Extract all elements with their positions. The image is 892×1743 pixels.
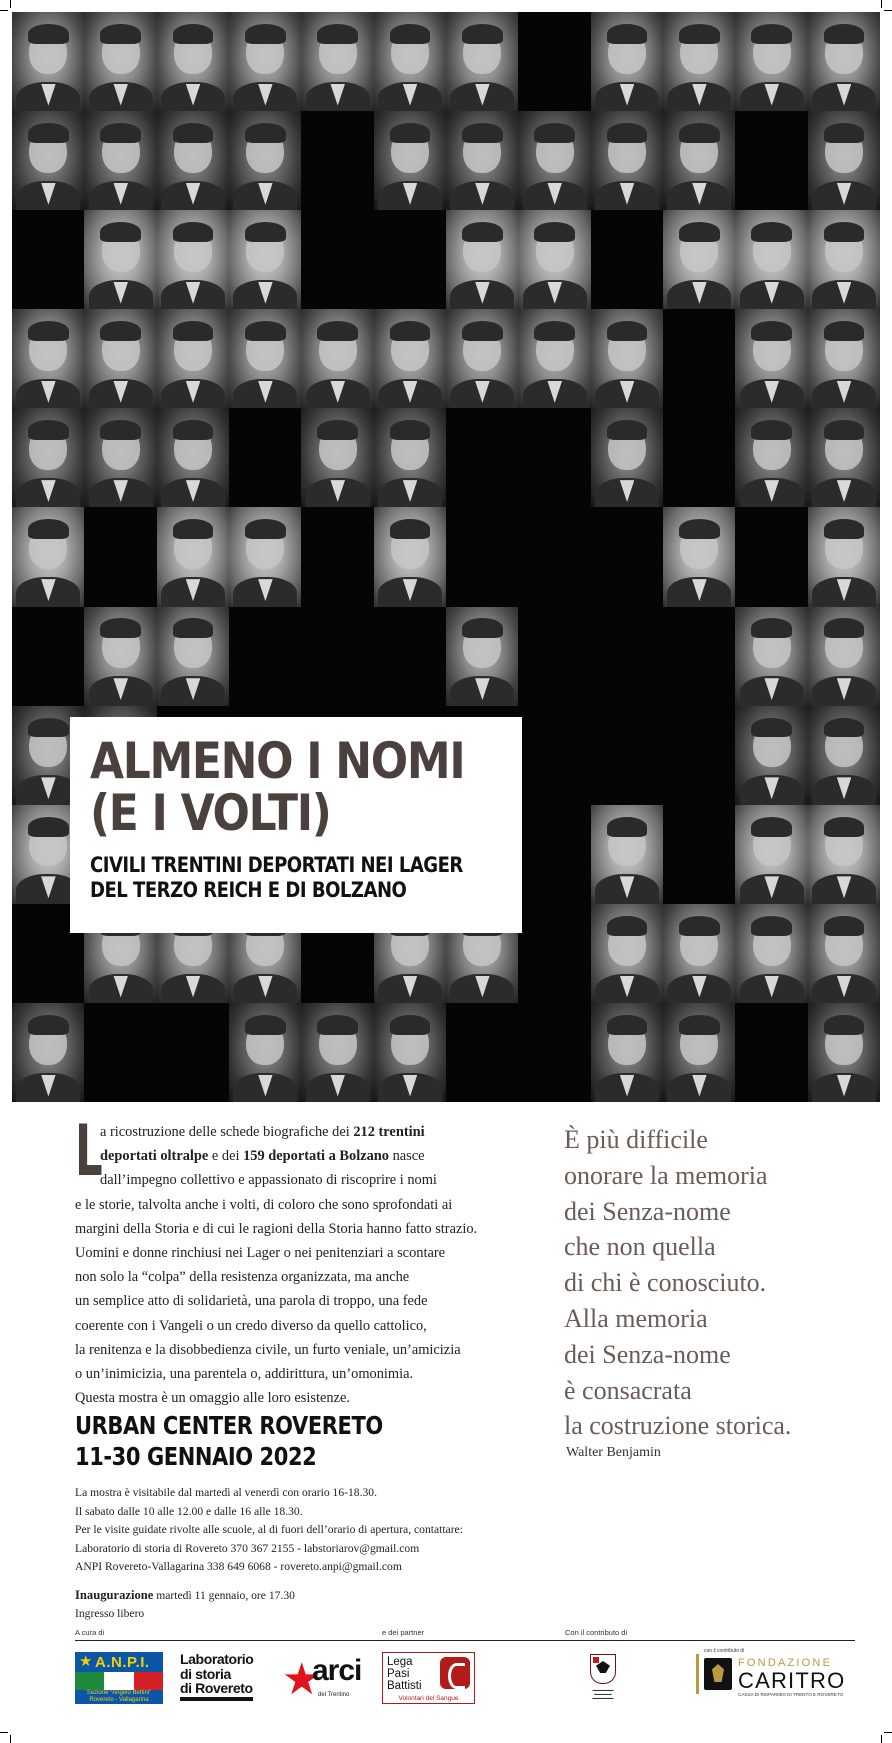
quote-line: onorare la memoria <box>564 1160 768 1190</box>
portrait-photo <box>663 12 736 112</box>
portrait-photo <box>301 408 374 508</box>
portrait-photo <box>157 607 230 707</box>
crest-fine-print: ▬▬▬▬▬▬ ▬▬▬▬▬ ▬▬▬▬▬▬ <box>592 1688 614 1700</box>
portrait-photo <box>12 507 85 607</box>
portrait-photo <box>591 309 664 409</box>
mosaic-blank <box>591 210 664 310</box>
crop-mark <box>884 1732 892 1733</box>
footer-rule <box>75 1640 855 1641</box>
portrait-photo <box>229 507 302 607</box>
venue-dates: 11-30 GENNAIO 2022 <box>75 1442 317 1471</box>
drop-emblem-icon <box>440 1657 470 1689</box>
portrait-photo <box>808 607 880 707</box>
portrait-photo <box>12 12 85 112</box>
mosaic-blank <box>518 904 591 1004</box>
mosaic-blank <box>301 507 374 607</box>
mosaic-blank <box>301 111 374 211</box>
portrait-photo <box>663 904 736 1004</box>
portrait-photo <box>735 904 808 1004</box>
intro-line: non solo la “colpa” della resistenza organizzata, ma anche <box>75 1269 410 1286</box>
mosaic-blank <box>518 805 591 905</box>
mosaic-blank <box>229 408 302 508</box>
portrait-photo <box>12 1003 85 1102</box>
mosaic-blank <box>301 210 374 310</box>
fondazione-caritro-logo <box>696 1648 846 1708</box>
exhibition-subtitle <box>90 853 463 903</box>
crop-mark <box>10 1735 11 1743</box>
title-line-2: (E I VOLTI) <box>90 784 331 842</box>
mosaic-blank <box>12 210 85 310</box>
portrait-photo <box>374 1003 447 1102</box>
portrait-photo <box>735 805 808 905</box>
portrait-photo <box>591 904 664 1004</box>
portrait-photo <box>84 309 157 409</box>
eagle-shield-icon <box>590 1654 616 1684</box>
portrait-photo <box>591 12 664 112</box>
lab-logo-line: di storia <box>180 1665 231 1682</box>
mosaic-blank <box>518 1003 591 1102</box>
contact-anpi: ANPI Rovereto-Vallagarina 338 649 6068 - rovereto.anpi@gmail.com <box>75 1560 402 1573</box>
intro-line: e le storie, talvolta anche i volti, di coloro che sono sprofondati ai <box>75 1196 453 1213</box>
portrait-photo <box>735 309 808 409</box>
mosaic-blank <box>157 1003 230 1102</box>
intro-line: Questa mostra è un omaggio alle loro esistenze. <box>75 1390 350 1407</box>
inauguration-text: martedì 11 gennaio, ore 17.30 <box>153 1588 295 1602</box>
venue-heading <box>75 1410 383 1472</box>
caritro-name: CARITRO <box>738 1668 846 1693</box>
partners-label: e dei partner <box>382 1628 425 1637</box>
intro-emphasis: 159 deportati a Bolzano <box>243 1148 389 1165</box>
arci-sub: del Trentino <box>318 1692 350 1698</box>
portrait-photo <box>157 210 230 310</box>
portrait-mosaic <box>12 12 880 1102</box>
portrait-photo <box>663 507 736 607</box>
curated-by-label: A cura di <box>75 1628 105 1637</box>
quote-line: la costruzione storica. <box>564 1411 792 1441</box>
portrait-photo <box>808 706 880 806</box>
mosaic-blank <box>446 1003 519 1102</box>
anpi-name: A.N.P.I. <box>95 1654 150 1671</box>
title-line-1: ALMENO I NOMI <box>90 732 465 790</box>
portrait-photo <box>808 507 880 607</box>
portrait-photo <box>808 805 880 905</box>
portrait-photo <box>518 210 591 310</box>
mosaic-blank <box>446 408 519 508</box>
entry-note: Ingresso libero <box>75 1607 145 1620</box>
portrait-photo <box>84 111 157 211</box>
intro-line: coerente con i Vangeli o un credo diverso da quello cattolico, <box>75 1317 427 1334</box>
portrait-photo <box>157 408 230 508</box>
mosaic-blank <box>735 507 808 607</box>
portrait-photo <box>374 507 447 607</box>
portrait-photo <box>301 1003 374 1102</box>
intro-line: o un’inimicizia, una parentela o, addirittura, un’omonimia. <box>75 1366 414 1383</box>
caritro-emblem-icon <box>704 1658 732 1690</box>
portrait-photo <box>591 111 664 211</box>
portrait-photo <box>229 309 302 409</box>
mosaic-blank <box>591 706 664 806</box>
intro-text: nasce <box>388 1148 425 1165</box>
intro-line <box>75 1120 535 1144</box>
portrait-photo <box>374 111 447 211</box>
portrait-photo <box>808 111 880 211</box>
intro-text: e dei <box>208 1148 244 1165</box>
mosaic-blank <box>663 309 736 409</box>
inauguration-line <box>75 1586 463 1606</box>
portrait-photo <box>12 111 85 211</box>
portrait-photo <box>157 111 230 211</box>
portrait-photo <box>735 607 808 707</box>
portrait-photo <box>591 1003 664 1102</box>
mosaic-blank <box>84 507 157 607</box>
arci-word: arci <box>312 1654 362 1687</box>
portrait-photo <box>157 12 230 112</box>
benjamin-quote <box>564 1122 882 1444</box>
caritro-fondazione: FONDAZIONE <box>738 1657 833 1669</box>
lega-pasi-battisti-logo <box>382 1652 475 1704</box>
quote-line: dei Senza-nome <box>564 1196 731 1226</box>
inauguration-label: Inaugurazione <box>75 1587 154 1602</box>
mosaic-blank <box>663 408 736 508</box>
portrait-photo <box>84 210 157 310</box>
portrait-photo <box>301 309 374 409</box>
mosaic-blank <box>229 607 302 707</box>
contact-lab: Laboratorio di storia di Rovereto 370 367 2155 - labstoriarov@gmail.com <box>75 1541 420 1555</box>
intro-line: dall’impegno collettivo e appassionato di riscoprire i nomi <box>100 1172 437 1189</box>
portrait-photo <box>446 210 519 310</box>
intro-text: a ricostruzione delle schede biografiche dei <box>100 1124 354 1140</box>
contribution-label: Con il contributo di <box>565 1628 628 1637</box>
portrait-photo <box>735 12 808 112</box>
portrait-photo <box>663 111 736 211</box>
portrait-photo <box>808 210 880 310</box>
portrait-photo <box>446 607 519 707</box>
portrait-photo <box>808 12 880 112</box>
mosaic-blank <box>374 607 447 707</box>
crop-mark <box>881 0 882 8</box>
intro-line: un semplice atto di solidarietà, una parola di troppo, una fede <box>75 1293 428 1310</box>
portrait-photo <box>808 309 880 409</box>
portrait-photo <box>735 408 808 508</box>
portrait-photo <box>374 408 447 508</box>
mosaic-blank <box>84 1003 157 1102</box>
mosaic-blank <box>591 607 664 707</box>
portrait-photo <box>446 309 519 409</box>
intro-paragraph <box>75 1110 535 1410</box>
arci-logo <box>282 1652 362 1706</box>
info-line: Per le visite guidate rivolte alle scuole, al di fuori dell’orario di apertura, contattare: <box>75 1523 463 1536</box>
portrait-photo <box>229 111 302 211</box>
intro-line: margini della Storia e di cui le ragioni della Storia hanno fatto strazio. <box>75 1220 478 1237</box>
quote-line: È più difficile <box>564 1125 708 1154</box>
mosaic-blank <box>591 507 664 607</box>
portrait-photo <box>84 408 157 508</box>
mosaic-blank <box>518 706 591 806</box>
caritro-sub: CASSA DI RISPARMIO DI TRENTO E ROVERETO <box>738 1692 844 1697</box>
quote-line: è consacrata <box>564 1375 692 1405</box>
portrait-photo <box>374 309 447 409</box>
title-box <box>70 717 522 933</box>
crop-mark <box>0 10 8 11</box>
intro-emphasis: deportati oltralpe <box>100 1148 209 1165</box>
caritro-small: con il contributo di <box>704 1648 745 1654</box>
portrait-photo <box>808 408 880 508</box>
lega-tagline: Volontari del Sangue <box>398 1695 459 1702</box>
portrait-photo <box>518 309 591 409</box>
exhibition-title <box>90 732 465 842</box>
mosaic-blank <box>735 1003 808 1102</box>
mosaic-blank <box>663 607 736 707</box>
mosaic-blank <box>518 408 591 508</box>
portrait-photo <box>735 210 808 310</box>
lab-logo-line: Laboratorio <box>180 1651 254 1667</box>
portrait-photo <box>591 408 664 508</box>
crop-mark <box>0 1732 8 1733</box>
portrait-photo <box>229 210 302 310</box>
portrait-photo <box>663 210 736 310</box>
anpi-sub: Rovereto - Vallagarina <box>89 1697 149 1703</box>
portrait-photo <box>12 408 85 508</box>
crop-mark <box>10 0 11 8</box>
mosaic-blank <box>518 12 591 112</box>
portrait-photo <box>808 1003 880 1102</box>
intro-line: Uomini e donne rinchiusi nei Lager o nei penitenziari a scontare <box>75 1245 446 1262</box>
portrait-photo <box>808 904 880 1004</box>
portrait-photo <box>229 12 302 112</box>
intro-line <box>75 1144 535 1168</box>
portrait-photo <box>446 12 519 112</box>
lab-logo-line: di Rovereto <box>180 1681 253 1701</box>
portrait-photo <box>84 607 157 707</box>
crop-mark <box>881 1735 882 1743</box>
info-line: La mostra è visitabile dal martedì al venerdì con orario 16-18.30. <box>75 1486 377 1499</box>
lega-line: Pasi <box>387 1668 410 1680</box>
province-crest-logo <box>580 1652 626 1708</box>
mosaic-blank <box>663 805 736 905</box>
quote-author: Walter Benjamin <box>566 1445 661 1460</box>
venue-name: URBAN CENTER ROVERETO <box>75 1411 383 1440</box>
portrait-photo <box>157 309 230 409</box>
subtitle-line-2: DEL TERZO REICH E DI BOLZANO <box>90 878 407 902</box>
mosaic-blank <box>12 607 85 707</box>
laboratorio-logo <box>180 1652 264 1701</box>
portrait-photo <box>446 111 519 211</box>
portrait-photo <box>229 1003 302 1102</box>
mosaic-blank <box>446 507 519 607</box>
intro-emphasis: 212 trentini <box>353 1124 425 1140</box>
mosaic-blank <box>301 607 374 707</box>
subtitle-line-1: CIVILI TRENTINI DEPORTATI NEI LAGER <box>90 853 463 877</box>
info-line: Il sabato dalle 10 alle 12.00 e dalle 16 alle 18.30. <box>75 1504 303 1518</box>
quote-line: dei Senza-nome <box>564 1339 731 1369</box>
mosaic-blank <box>663 706 736 806</box>
anpi-sub: Sezione “Angelo Bettini” <box>86 1690 152 1696</box>
portrait-photo <box>84 12 157 112</box>
star-icon: ★ <box>79 1652 93 1670</box>
visitor-info <box>75 1484 463 1624</box>
portrait-photo <box>12 309 85 409</box>
portrait-photo <box>157 507 230 607</box>
intro-line: la renitenza e la disobbedienza civile, un furto veniale, un’amicizia <box>75 1341 461 1358</box>
portrait-photo <box>735 706 808 806</box>
mosaic-blank <box>735 111 808 211</box>
crop-mark <box>884 10 892 11</box>
anpi-logo <box>75 1652 163 1704</box>
mosaic-blank <box>374 210 447 310</box>
portrait-photo <box>374 12 447 112</box>
drop-cap: L <box>75 1110 103 1192</box>
portrait-photo <box>663 1003 736 1102</box>
quote-line: che non quella <box>564 1232 716 1262</box>
mosaic-blank <box>518 507 591 607</box>
quote-line: Alla memoria <box>564 1303 708 1333</box>
quote-line: di chi è conosciuto. <box>564 1268 767 1298</box>
mosaic-blank <box>518 607 591 707</box>
portrait-photo <box>301 12 374 112</box>
portrait-photo <box>591 805 664 905</box>
star-icon: ★ <box>282 1654 322 1705</box>
lega-line: Battisti <box>387 1680 422 1692</box>
portrait-photo <box>518 111 591 211</box>
lega-line: Lega <box>387 1656 413 1668</box>
